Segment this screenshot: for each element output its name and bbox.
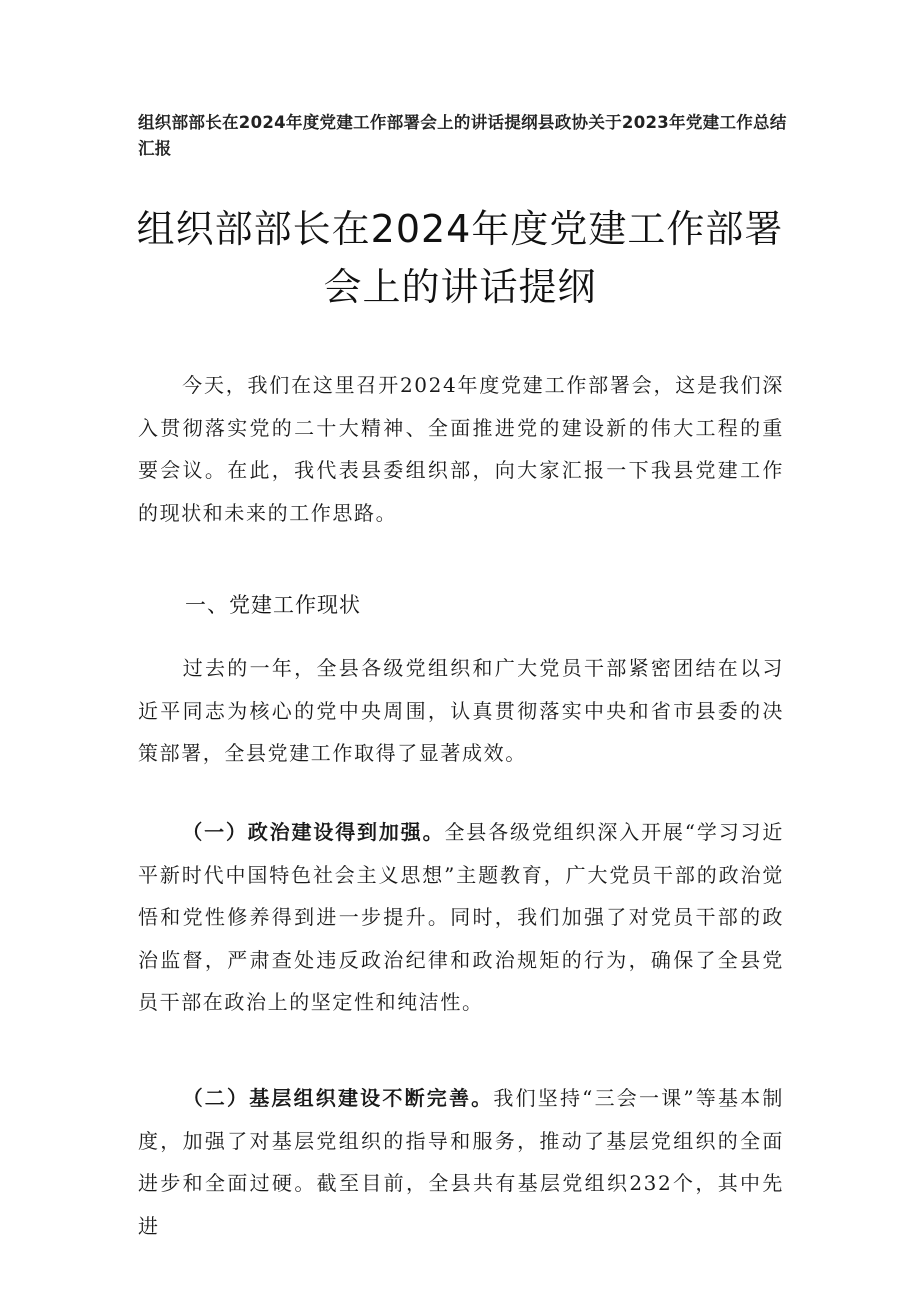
section-heading-status: 一、党建工作现状	[185, 593, 361, 617]
grassroots-organization-text: 我们坚持“三会一课”等基本制度，加强了对基层党组织的指导和服务，推动了基层党组织的全面进步和全面过硬。截至目前，全县共有基层党组织232个，其中先进	[138, 1086, 784, 1238]
political-construction-paragraph	[138, 811, 784, 1024]
intro-paragraph	[138, 364, 784, 534]
intro-text: 今天，我们在这里召开2024年度党建工作部署会，这是我们深入贯彻落实党的二十大精神、全面推进党的建设新的伟大工程的重要会议。在此，我代表县委组织部，向大家汇报一下我县党建工作的现状和未来的工作思路。	[138, 373, 784, 525]
speech-title: 组织部部长在2024年度党建工作部署会上的讲话提纲	[136, 207, 784, 309]
status-paragraph	[138, 647, 784, 775]
political-construction-lead: （一）政治建设得到加强。	[182, 820, 445, 844]
grassroots-organization-paragraph	[138, 1077, 784, 1247]
document-header-title: 组织部部长在2024年度党建工作部署会上的讲话提纲县政协关于2023年党建工作总结汇报	[138, 113, 787, 158]
political-construction-text: 全县各级党组织深入开展“学习习近平新时代中国特色社会主义思想”主题教育，广大党员干部的政治觉悟和党性修养得到进一步提升。同时，我们加强了对党员干部的政治监督，严肃查处违反政治纪律和政治规矩的行为，确保了全县党员干部在政治上的坚定性和纯洁性。	[138, 820, 784, 1014]
status-text: 过去的一年，全县各级党组织和广大党员干部紧密团结在以习近平同志为核心的党中央周围，认真贯彻落实中央和省市县委的决策部署，全县党建工作取得了显著成效。	[138, 656, 784, 765]
grassroots-organization-lead: （二）基层组织建设不断完善。	[182, 1086, 494, 1110]
